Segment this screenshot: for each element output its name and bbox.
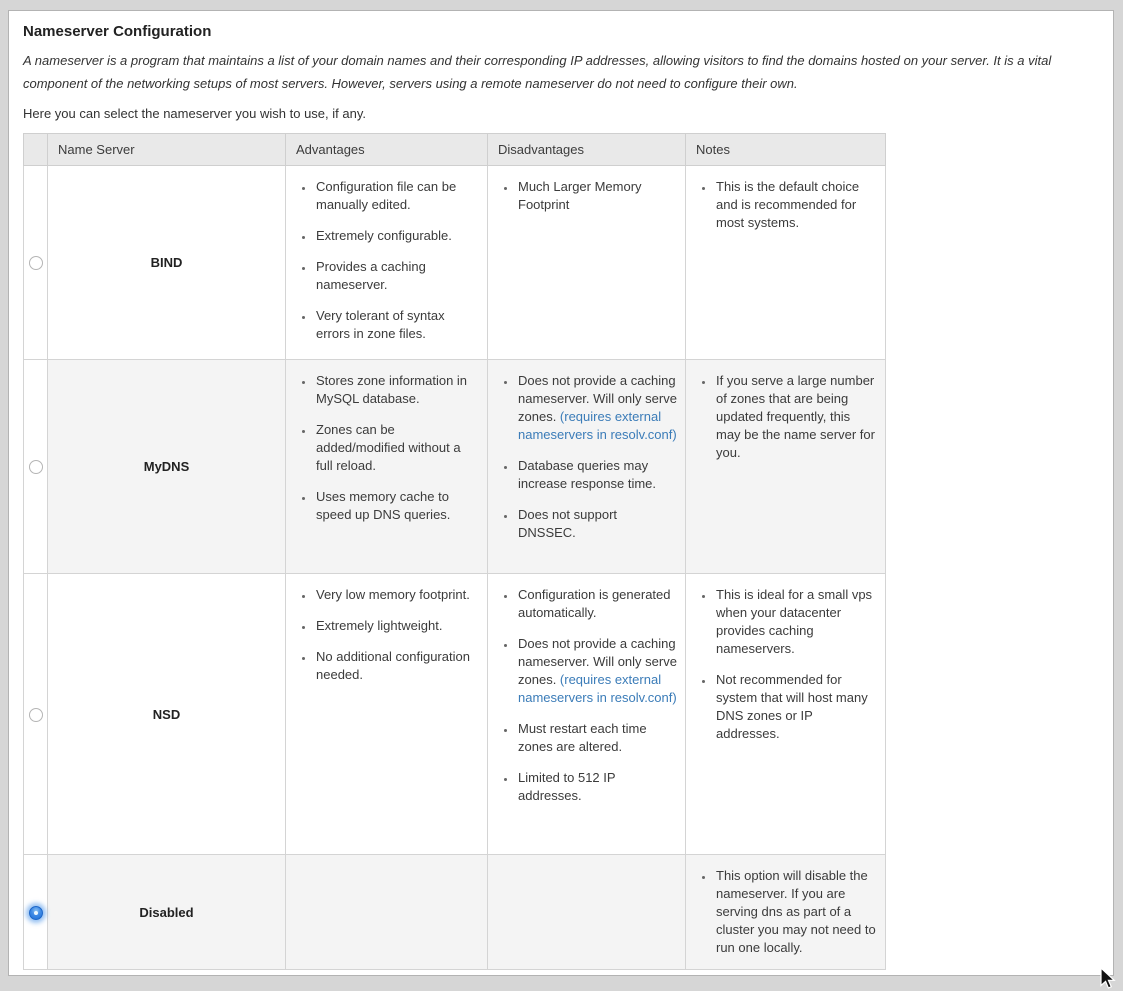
advantages-item: • Extremely configurable. xyxy=(314,227,479,245)
advantages-item: • Provides a caching nameserver. xyxy=(314,258,479,294)
advantages-item: • Uses memory cache to speed up DNS queries. xyxy=(314,488,479,524)
advantages-item: • No additional configuration needed. xyxy=(314,648,479,684)
disadvantages-item: • Database queries may increase response time. xyxy=(516,457,677,493)
radio-icon-mydns[interactable] xyxy=(29,460,43,474)
advantages-item: • Configuration file can be manually edited. xyxy=(314,178,479,214)
column-header-advantages: Advantages xyxy=(286,134,488,166)
notes-cell-bind xyxy=(686,166,886,360)
resolv-conf-link[interactable]: (requires external nameservers in resolv.conf) xyxy=(518,672,677,705)
notes-item: • This option will disable the nameserver. If you are serving dns as part of a cluster you may not need to run one locally. xyxy=(714,867,877,957)
radio-cell-disabled[interactable] xyxy=(24,855,48,970)
disadvantages-item: • Does not provide a caching nameserver. Will only serve zones. (requires external nameservers in resolv.conf) xyxy=(516,372,677,444)
notes-list xyxy=(696,586,877,743)
disadvantages-list xyxy=(498,178,677,214)
page-description: A nameserver is a program that maintains a list of your domain names and their corresponding IP addresses, allowing visitors to find the domains hosted on your server. It is a vital component of the networking setups of most servers. However, servers using a remote nameserver do not need to configure their own. xyxy=(23,53,1052,91)
advantages-list xyxy=(296,372,479,524)
notes-item: • This is the default choice and is recommended for most systems. xyxy=(714,178,877,232)
notes-item: • This is ideal for a small vps when your datacenter provides caching nameservers. xyxy=(714,586,877,658)
notes-list xyxy=(696,178,877,232)
radio-cell-bind[interactable] xyxy=(24,166,48,360)
radio-selected-icon-disabled[interactable] xyxy=(29,906,43,920)
disadvantages-cell-disabled xyxy=(488,855,686,970)
advantages-list xyxy=(296,586,479,684)
disadvantages-cell-bind xyxy=(488,166,686,360)
resolv-conf-link[interactable]: (requires external nameservers in resolv.conf) xyxy=(518,409,677,442)
disadvantages-list xyxy=(498,372,677,542)
nameserver-name-disabled: Disabled xyxy=(48,855,286,970)
radio-cell-nsd[interactable] xyxy=(24,574,48,855)
disadvantages-item: • Does not provide a caching nameserver. Will only serve zones. (requires external nameservers in resolv.conf) xyxy=(516,635,677,707)
column-header-radio xyxy=(24,134,48,166)
radio-cell-mydns[interactable] xyxy=(24,360,48,574)
disadvantages-item: • Configuration is generated automatically. xyxy=(516,586,677,622)
notes-cell-disabled xyxy=(686,855,886,970)
notes-cell-nsd xyxy=(686,574,886,855)
nameserver-table xyxy=(23,133,886,970)
disadvantages-item: • Much Larger Memory Footprint xyxy=(516,178,677,214)
disadvantages-item: • Limited to 512 IP addresses. xyxy=(516,769,677,805)
advantages-cell-nsd xyxy=(286,574,488,855)
disadvantages-cell-mydns xyxy=(488,360,686,574)
nameserver-row-bind xyxy=(24,166,886,360)
disadvantages-cell-nsd xyxy=(488,574,686,855)
advantages-cell-bind xyxy=(286,166,488,360)
instruction-text: Here you can select the nameserver you wish to use, if any. xyxy=(23,106,366,121)
column-header-name-server: Name Server xyxy=(48,134,286,166)
advantages-item: • Extremely lightweight. xyxy=(314,617,479,635)
advantages-item: • Very low memory footprint. xyxy=(314,586,479,604)
table-header-row xyxy=(24,134,886,166)
page-title: Nameserver Configuration xyxy=(23,23,212,40)
disadvantages-item: • Does not support DNSSEC. xyxy=(516,506,677,542)
advantages-item: • Very tolerant of syntax errors in zone files. xyxy=(314,307,479,343)
notes-list xyxy=(696,867,877,957)
disadvantages-list xyxy=(498,586,677,805)
radio-icon-bind[interactable] xyxy=(29,256,43,270)
column-header-notes: Notes xyxy=(686,134,886,166)
advantages-cell-mydns xyxy=(286,360,488,574)
advantages-cell-disabled xyxy=(286,855,488,970)
nameserver-name-bind: BIND xyxy=(48,166,286,360)
notes-item: • Not recommended for system that will host many DNS zones or IP addresses. xyxy=(714,671,877,743)
advantages-item: • Zones can be added/modified without a full reload. xyxy=(314,421,479,475)
notes-list xyxy=(696,372,877,462)
nameserver-name-mydns: MyDNS xyxy=(48,360,286,574)
advantages-list xyxy=(296,178,479,343)
advantages-item: • Stores zone information in MySQL database. xyxy=(314,372,479,408)
column-header-disadvantages: Disadvantages xyxy=(488,134,686,166)
nameserver-row-mydns xyxy=(24,360,886,574)
nameserver-name-nsd: NSD xyxy=(48,574,286,855)
notes-cell-mydns xyxy=(686,360,886,574)
nameserver-row-nsd xyxy=(24,574,886,855)
nameserver-row-disabled xyxy=(24,855,886,970)
notes-item: • If you serve a large number of zones that are being updated frequently, this may be the name server for you. xyxy=(714,372,877,462)
radio-icon-nsd[interactable] xyxy=(29,708,43,722)
disadvantages-item: • Must restart each time zones are altered. xyxy=(516,720,677,756)
nameserver-config-panel xyxy=(8,10,1114,976)
